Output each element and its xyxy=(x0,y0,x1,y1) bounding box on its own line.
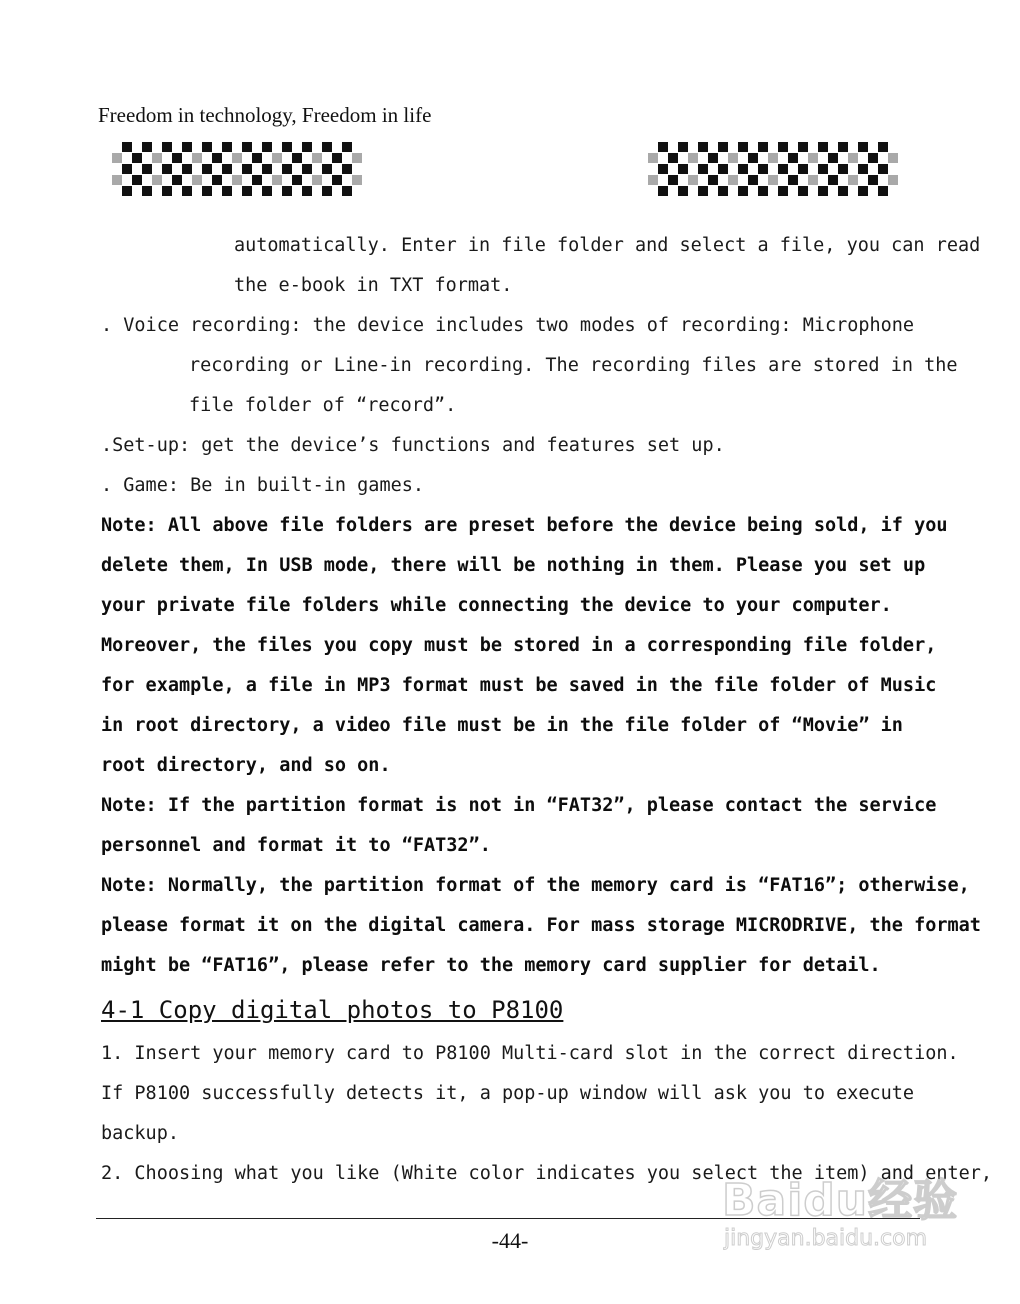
checker-square xyxy=(332,175,342,185)
note-line: root directory, and so on. xyxy=(101,755,391,776)
checker-square xyxy=(718,142,728,152)
note-line: Note: If the partition format is not in “FAT32”, please contact the service xyxy=(101,795,937,816)
checker-square xyxy=(322,164,332,174)
section-line: If P8100 successfully detects it, a pop-up window will ask you to execute xyxy=(101,1083,915,1104)
section-line: 1. Insert your memory card to P8100 Multi-card slot in the correct direction. xyxy=(101,1043,959,1064)
checker-square xyxy=(292,175,302,185)
checker-square xyxy=(878,142,888,152)
checker-square xyxy=(272,175,282,185)
checker-square xyxy=(262,164,272,174)
note-line: delete them, In USB mode, there will be nothing in them. Please you set up xyxy=(101,555,926,576)
checker-square xyxy=(112,153,122,163)
checker-square xyxy=(152,175,162,185)
checker-square xyxy=(242,142,252,152)
checker-square xyxy=(222,186,232,196)
checker-square xyxy=(788,175,798,185)
checker-square xyxy=(778,186,788,196)
section-line: 2. Choosing what you like (White color indicates you select the item) and enter, xyxy=(101,1163,993,1184)
checker-square xyxy=(312,175,322,185)
checker-square xyxy=(132,175,142,185)
checker-square xyxy=(648,175,658,185)
note-line: Note: All above file folders are preset before the device being sold, if you xyxy=(101,515,948,536)
checker-square xyxy=(162,142,172,152)
checker-square xyxy=(172,153,182,163)
checker-square xyxy=(302,142,312,152)
checker-square xyxy=(738,186,748,196)
watermark-logo: Baidu经验 xyxy=(722,1175,959,1226)
checker-square xyxy=(202,164,212,174)
checker-square xyxy=(242,186,252,196)
body-line: file folder of “record”. xyxy=(189,395,457,416)
checker-square xyxy=(788,153,798,163)
note-line: in root directory, a video file must be in the file folder of “Movie” in xyxy=(101,715,903,736)
checker-pattern-right xyxy=(648,142,910,198)
checker-square xyxy=(798,142,808,152)
checker-square xyxy=(678,164,688,174)
checker-square xyxy=(828,175,838,185)
checker-square xyxy=(122,142,132,152)
checker-square xyxy=(272,153,282,163)
checker-square xyxy=(172,175,182,185)
checker-square xyxy=(282,186,292,196)
checker-square xyxy=(758,186,768,196)
checker-square xyxy=(212,153,222,163)
checker-square xyxy=(838,186,848,196)
checker-square xyxy=(252,153,262,163)
checker-square xyxy=(658,142,668,152)
checker-square xyxy=(212,175,222,185)
checker-square xyxy=(658,186,668,196)
checker-square xyxy=(798,164,808,174)
checker-square xyxy=(292,153,302,163)
checker-square xyxy=(342,186,352,196)
checker-square xyxy=(808,175,818,185)
checker-square xyxy=(322,186,332,196)
checker-square xyxy=(888,175,898,185)
note-line: please format it on the digital camera. For mass storage MICRODRIVE, the format xyxy=(101,915,981,936)
checker-square xyxy=(778,164,788,174)
checker-square xyxy=(838,142,848,152)
checker-square xyxy=(758,164,768,174)
checker-square xyxy=(678,142,688,152)
checker-square xyxy=(302,186,312,196)
checker-square xyxy=(282,164,292,174)
checker-square xyxy=(232,175,242,185)
checker-square xyxy=(232,153,242,163)
checker-square xyxy=(688,153,698,163)
checker-square xyxy=(768,153,778,163)
checker-square xyxy=(252,175,262,185)
checker-square xyxy=(122,164,132,174)
checker-square xyxy=(222,164,232,174)
checker-square xyxy=(202,186,212,196)
checker-square xyxy=(222,142,232,152)
checker-square xyxy=(878,164,888,174)
checker-square xyxy=(718,164,728,174)
checker-square xyxy=(352,153,362,163)
checker-square xyxy=(312,153,322,163)
note-line: might be “FAT16”, please refer to the memory card supplier for detail. xyxy=(101,955,881,976)
checker-square xyxy=(182,164,192,174)
checker-square xyxy=(342,142,352,152)
checker-square xyxy=(262,186,272,196)
body-line: . Voice recording: the device includes two modes of recording: Microphone xyxy=(101,315,915,336)
checker-square xyxy=(162,164,172,174)
checker-square xyxy=(738,164,748,174)
checker-square xyxy=(302,164,312,174)
checker-square xyxy=(698,186,708,196)
checker-square xyxy=(828,153,838,163)
checker-square xyxy=(858,186,868,196)
checker-square xyxy=(848,175,858,185)
checker-square xyxy=(202,142,212,152)
checker-square xyxy=(162,186,172,196)
checker-square xyxy=(818,186,828,196)
checker-square xyxy=(858,142,868,152)
checker-square xyxy=(738,142,748,152)
checker-square xyxy=(808,153,818,163)
body-line: recording or Line-in recording. The recording files are stored in the xyxy=(189,355,958,376)
checker-square xyxy=(262,142,272,152)
checker-square xyxy=(332,153,342,163)
checker-square xyxy=(888,153,898,163)
watermark xyxy=(722,1164,962,1264)
body-line: . Game: Be in built-in games. xyxy=(101,475,425,496)
checker-square xyxy=(142,142,152,152)
checker-square xyxy=(668,153,678,163)
checker-square xyxy=(748,153,758,163)
checker-square xyxy=(282,142,292,152)
checker-square xyxy=(818,164,828,174)
note-line: personnel and format it to “FAT32”. xyxy=(101,835,491,856)
body-line: automatically. Enter in file folder and select a file, you can read xyxy=(234,235,981,256)
body-line: the e-book in TXT format. xyxy=(234,275,513,296)
checker-square xyxy=(658,164,668,174)
note-line: Note: Normally, the partition format of the memory card is “FAT16”; otherwise, xyxy=(101,875,970,896)
checker-square xyxy=(698,164,708,174)
checker-square xyxy=(818,142,828,152)
body-line: .Set-up: get the device’s functions and features set up. xyxy=(101,435,725,456)
checker-square xyxy=(858,164,868,174)
checker-square xyxy=(182,186,192,196)
checker-square xyxy=(342,164,352,174)
checker-square xyxy=(748,175,758,185)
checker-square xyxy=(192,153,202,163)
checker-square xyxy=(728,153,738,163)
note-line: your private file folders while connecting the device to your computer. xyxy=(101,595,892,616)
checker-square xyxy=(798,186,808,196)
checker-square xyxy=(848,153,858,163)
section-heading: 4-1 Copy digital photos to P8100 xyxy=(101,996,564,1024)
checker-square xyxy=(878,186,888,196)
note-line: Moreover, the files you copy must be stored in a corresponding file folder, xyxy=(101,635,937,656)
section-line: backup. xyxy=(101,1123,179,1144)
checker-square xyxy=(242,164,252,174)
checker-square xyxy=(728,175,738,185)
checker-square xyxy=(322,142,332,152)
watermark-url: jingyan.baidu.com xyxy=(724,1226,928,1251)
checker-square xyxy=(192,175,202,185)
checker-square xyxy=(132,153,142,163)
note-line: for example, a file in MP3 format must be saved in the file folder of Music xyxy=(101,675,937,696)
checker-square xyxy=(142,186,152,196)
checker-square xyxy=(182,142,192,152)
checker-square xyxy=(768,175,778,185)
checker-square xyxy=(718,186,728,196)
checker-square xyxy=(122,186,132,196)
header-tagline: Freedom in technology, Freedom in life xyxy=(98,103,432,127)
checker-square xyxy=(648,153,658,163)
checker-square xyxy=(838,164,848,174)
checker-pattern-left xyxy=(112,142,368,198)
checker-square xyxy=(868,175,878,185)
checker-square xyxy=(758,142,768,152)
checker-square xyxy=(778,142,788,152)
checker-square xyxy=(112,175,122,185)
checker-square xyxy=(678,186,688,196)
checker-square xyxy=(688,175,698,185)
checker-square xyxy=(708,175,718,185)
checker-square xyxy=(868,153,878,163)
checker-square xyxy=(352,175,362,185)
checker-square xyxy=(142,164,152,174)
checker-square xyxy=(708,153,718,163)
checker-square xyxy=(152,153,162,163)
page-number: -44- xyxy=(491,1228,529,1253)
checker-square xyxy=(698,142,708,152)
checker-square xyxy=(668,175,678,185)
